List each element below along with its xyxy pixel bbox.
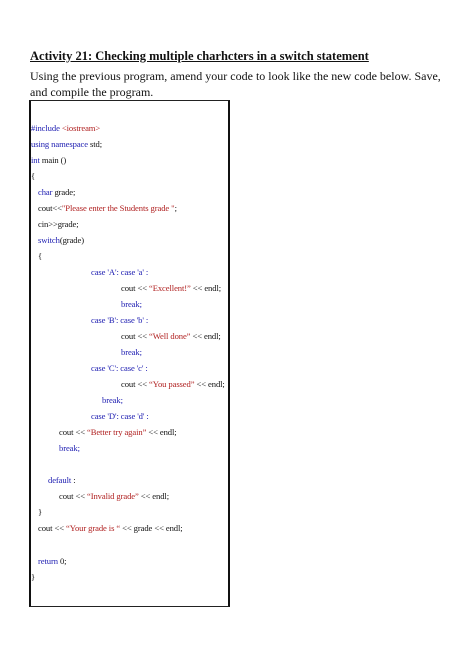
code-token: main () — [39, 155, 67, 165]
code-line-include — [31, 123, 100, 133]
code-token: int — [31, 155, 40, 165]
code-token: grade; — [52, 187, 76, 197]
code-line-break-a — [121, 299, 142, 309]
code-token: char — [38, 187, 53, 197]
code-line-using — [31, 139, 102, 149]
code-token: case 'B': case 'b' : — [91, 315, 149, 325]
code-token: cin>>grade; — [38, 219, 79, 229]
code-token: <iostream> — [61, 123, 101, 133]
code-token: << endl; — [146, 427, 177, 437]
code-line-switch-brace — [38, 251, 42, 261]
code-token: using namespace — [31, 139, 88, 149]
code-token: “Better try again” — [87, 427, 147, 437]
code-line-output-c — [121, 379, 225, 389]
code-token: case 'C': case 'c' : — [91, 363, 148, 373]
code-line-switch-close — [38, 507, 42, 517]
code-token: cout << — [121, 331, 149, 341]
code-token: “Well done” — [149, 331, 191, 341]
code-token: cout<< — [38, 203, 62, 213]
code-token: “You passed” — [149, 379, 195, 389]
code-line-output-b — [121, 331, 221, 341]
code-token: “Your grade is “ — [66, 523, 121, 533]
code-token: cout << — [59, 427, 87, 437]
code-token: } — [31, 572, 36, 582]
code-token: cout << — [121, 283, 149, 293]
code-token: “Excellent!” — [149, 283, 191, 293]
code-token: cout << — [38, 523, 66, 533]
code-token: case 'A': case 'a' : — [91, 267, 149, 277]
code-token: << endl; — [194, 379, 225, 389]
code-line-prompt — [38, 203, 177, 213]
code-token: switch — [38, 235, 60, 245]
code-line-switch — [38, 235, 84, 245]
activity-heading: Activity 21: Checking multiple charhcters in a switch statement — [30, 49, 369, 63]
code-line-main — [31, 155, 66, 165]
code-line-break-b — [121, 347, 142, 357]
code-token: } — [38, 507, 43, 517]
code-token: << endl; — [190, 331, 221, 341]
code-token: “Invalid grade” — [87, 491, 139, 501]
code-line-case-c — [91, 363, 148, 373]
instruction-text: Using the previous program, amend your code to look like the new code below. Save, and compile the program. — [30, 69, 441, 99]
code-token: { — [31, 171, 36, 181]
code-line-case-a — [91, 267, 148, 277]
code-line-close-brace — [31, 572, 35, 582]
code-line-output-grade — [38, 523, 183, 533]
code-line-case-b — [91, 315, 148, 325]
code-line-break-c — [102, 395, 123, 405]
code-token: << endl; — [138, 491, 169, 501]
code-line-break-d — [59, 443, 80, 453]
code-token: break; — [59, 443, 80, 453]
code-token: << grade << endl; — [120, 523, 183, 533]
code-token: break; — [102, 395, 123, 405]
code-token: 0; — [57, 556, 67, 566]
code-token: ; — [174, 203, 177, 213]
code-line-case-d — [91, 411, 149, 421]
code-token: { — [38, 251, 43, 261]
code-line-output-a — [121, 283, 221, 293]
code-line-return — [38, 556, 66, 566]
code-line-default — [48, 475, 76, 485]
code-token: default — [48, 475, 72, 485]
code-token: case 'D': case 'd' : — [91, 411, 149, 421]
code-token: #include — [31, 123, 62, 133]
code-token: std; — [87, 139, 103, 149]
code-token: (grade) — [59, 235, 84, 245]
code-line-input — [38, 219, 79, 229]
code-line-output-d — [59, 427, 177, 437]
code-line-open-brace — [31, 171, 35, 181]
code-token: cout << — [59, 491, 87, 501]
code-token: << endl; — [190, 283, 222, 293]
code-token: break; — [121, 347, 142, 357]
code-token: break; — [121, 299, 142, 309]
code-token: : — [71, 475, 76, 485]
code-token: "Please enter the Students grade " — [61, 203, 175, 213]
code-token: cout << — [121, 379, 149, 389]
code-line-declare — [38, 187, 75, 197]
code-line-output-default — [59, 491, 169, 501]
code-token: return — [38, 556, 58, 566]
